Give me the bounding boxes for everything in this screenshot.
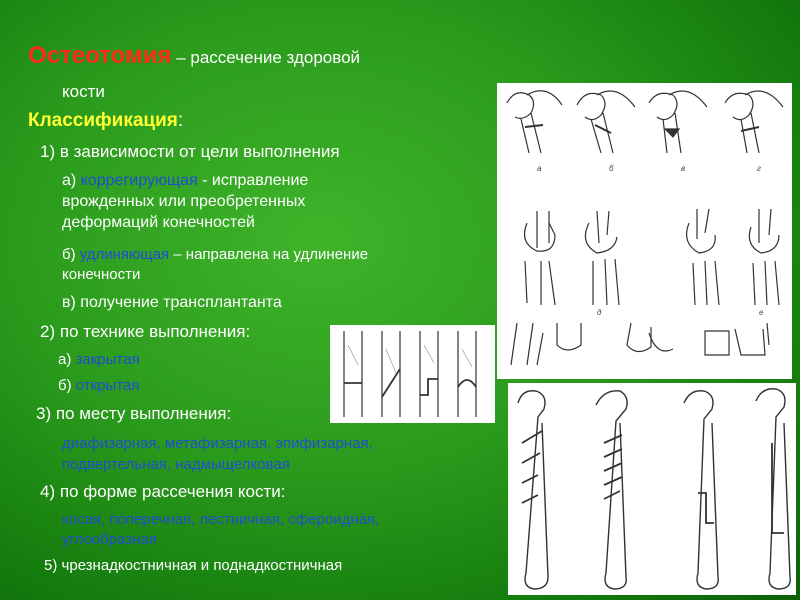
section4-line1: косая, поперечная, лестничная, сфероидная, <box>62 511 380 528</box>
section1-item-v <box>62 294 282 312</box>
femur-oblique-cuts <box>518 391 548 589</box>
title-definition-cont: кости <box>62 82 105 101</box>
section1-b-desc: – направлена на удлинение <box>169 246 369 263</box>
section2-item-a <box>58 351 140 368</box>
fig-b-drawing <box>577 91 635 153</box>
fig-label-a: а <box>537 164 542 173</box>
femur-spiral-cuts <box>596 391 627 589</box>
section1-a-desc: - исправление <box>197 172 309 189</box>
title-line <box>28 42 360 70</box>
section1-b-prefix: б) <box>62 246 80 263</box>
fig-e-drawing <box>687 209 779 305</box>
classification-title: Классификация <box>28 110 178 131</box>
section1-a-desc-line3: деформаций конечностей <box>62 214 255 231</box>
section2-item-b <box>58 377 140 394</box>
fig-label-v: в <box>681 164 686 173</box>
fig-label-g: г <box>757 164 761 173</box>
section3-line2: подвертельная, надмыщелковая <box>62 456 290 473</box>
section5-header: 5) чрезнадкостничная и поднадкостничная <box>44 557 343 574</box>
section1-item-b <box>62 246 368 263</box>
fig-d-drawing <box>525 211 619 305</box>
fig-label-d: д <box>597 308 602 317</box>
deformity-osteotomy-figure <box>497 83 792 379</box>
section4-line2: углообразная <box>62 531 157 548</box>
section2-a-prefix: а) <box>58 351 76 368</box>
classification-colon: : <box>177 110 184 131</box>
femur-step-cut <box>684 391 718 589</box>
section1-v-prefix: в) <box>62 294 81 311</box>
femur-long-step-cut <box>756 389 790 589</box>
fig-v-drawing <box>649 91 707 153</box>
section3-header: 3) по месту выполнения: <box>36 404 232 423</box>
fig-g-drawing <box>725 91 783 153</box>
ankle-drawings <box>511 323 769 365</box>
section4-header: 4) по форме рассечения кости: <box>40 482 286 501</box>
fig-label-e: е <box>759 308 764 317</box>
section1-header: 1) в зависимости от цели выполнения <box>40 142 340 161</box>
section1-a-term: коррегирующая <box>80 172 198 189</box>
section1-item-a <box>62 172 308 190</box>
fig-label-b: б <box>609 164 614 173</box>
femur-osteotomy-figure <box>508 383 796 595</box>
section2-header: 2) по технике выполнения: <box>40 322 251 341</box>
section1-b-term: удлиняющая <box>79 246 170 263</box>
femur-osteotomy-drawing <box>508 383 796 595</box>
section2-b-prefix: б) <box>58 377 76 394</box>
bone-cut-types-drawing <box>330 325 495 423</box>
section1-v-desc: получение трансплантанта <box>80 294 282 311</box>
section2-a-term: закрытая <box>75 351 140 368</box>
title-definition: – рассечение здоровой <box>171 48 361 67</box>
fig-a-drawing <box>507 91 562 153</box>
section3-line1: диафизарная, метафизарная, эпифизарная, <box>62 435 373 452</box>
title-term: Остеотомия <box>28 42 172 69</box>
section1-b-desc-line2: конечности <box>62 266 141 283</box>
classification-heading <box>28 110 183 132</box>
section1-a-desc-line2: врожденных или преобретенных <box>62 193 306 210</box>
deformity-osteotomy-drawing <box>497 83 792 379</box>
bone-cut-types-figure <box>330 325 495 423</box>
section1-a-prefix: а) <box>62 172 81 189</box>
section2-b-term: открытая <box>75 377 140 394</box>
